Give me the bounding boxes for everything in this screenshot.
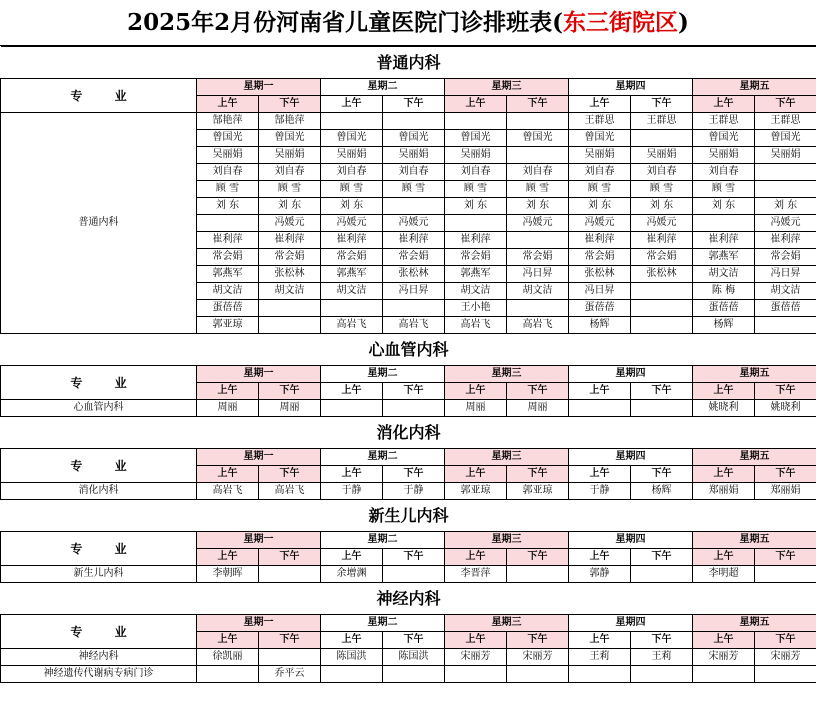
doctor-cell: 王群思 [693,113,755,130]
day-header: 星期三 [445,532,569,549]
pm-header: 下午 [507,383,569,400]
day-header: 星期四 [569,79,693,96]
day-header-row [1,449,816,466]
day-header: 星期三 [445,615,569,632]
pm-header: 下午 [507,549,569,566]
doctor-cell: 周丽 [259,400,321,417]
doctor-cell [569,400,631,417]
day-header-row [1,79,816,96]
am-header: 上午 [445,549,507,566]
doctor-cell: 常会娟 [755,249,816,266]
am-header: 上午 [197,383,259,400]
doctor-cell: 吴丽娟 [321,147,383,164]
pm-header: 下午 [259,383,321,400]
title-main: 2025年2月份河南省儿童医院门诊排班表( [127,9,563,36]
doctor-cell [445,113,507,130]
dept-cell: 神经遗传代谢病专病门诊 [1,666,197,683]
doctor-cell: 胡文洁 [507,283,569,300]
section-title: 心血管内科 [1,334,816,366]
doctor-cell [445,215,507,232]
doctor-cell: 冯日昇 [383,283,445,300]
am-header: 上午 [321,96,383,113]
doctor-cell: 冯日昇 [755,266,816,283]
doctor-cell: 张松林 [631,266,693,283]
doctor-cell: 胡文洁 [755,283,816,300]
doctor-cell: 高岩飞 [197,483,259,500]
am-header: 上午 [693,96,755,113]
doctor-cell: 胡文洁 [445,283,507,300]
doctor-cell [383,300,445,317]
day-header: 星期二 [321,449,445,466]
section-title-row [1,500,816,532]
doctor-cell: 常会娟 [569,249,631,266]
am-header: 上午 [321,549,383,566]
doctor-cell [383,666,445,683]
pm-header: 下午 [383,549,445,566]
day-header: 星期一 [197,615,321,632]
doctor-cell: 顾 雪 [445,181,507,198]
doctor-cell: 刘自春 [321,164,383,181]
doctor-cell: 杨辉 [631,483,693,500]
doctor-cell [631,666,693,683]
pm-header: 下午 [259,96,321,113]
doctor-cell: 刘 东 [631,198,693,215]
doctor-cell: 常会娟 [507,249,569,266]
title-close: ) [678,9,689,36]
day-header: 星期四 [569,449,693,466]
doctor-cell: 吴丽娟 [569,147,631,164]
table-row [1,566,816,583]
specialty-header: 专 业 [1,449,197,483]
doctor-cell: 蛋蓓蓓 [693,300,755,317]
doctor-cell [507,232,569,249]
doctor-cell: 郭亚琼 [445,483,507,500]
doctor-cell: 陈 梅 [693,283,755,300]
specialty-header: 专 业 [1,615,197,649]
am-header: 上午 [693,383,755,400]
doctor-cell: 吴丽娟 [383,147,445,164]
doctor-cell: 崔利萍 [755,232,816,249]
doctor-cell: 崔利萍 [383,232,445,249]
pm-header: 下午 [631,632,693,649]
pm-header: 下午 [507,96,569,113]
doctor-cell: 于静 [569,483,631,500]
pm-header: 下午 [755,466,816,483]
doctor-cell [259,649,321,666]
doctor-cell: 顾 雪 [259,181,321,198]
am-header: 上午 [569,466,631,483]
dept-cell: 新生儿内科 [1,566,197,583]
day-header: 星期五 [693,366,816,383]
doctor-cell: 李朝晖 [197,566,259,583]
pm-header: 下午 [507,632,569,649]
doctor-cell: 高岩飞 [259,483,321,500]
doctor-cell: 郜艳萍 [259,113,321,130]
doctor-cell: 常会娟 [321,249,383,266]
specialty-header: 专 业 [1,366,197,400]
doctor-cell: 杨辉 [693,317,755,334]
doctor-cell: 刘自春 [383,164,445,181]
day-header: 星期四 [569,532,693,549]
day-header: 星期三 [445,366,569,383]
doctor-cell: 陈国洪 [321,649,383,666]
doctor-cell: 冯媛元 [321,215,383,232]
doctor-cell [755,181,816,198]
doctor-cell: 顾 雪 [693,181,755,198]
doctor-cell: 顾 雪 [383,181,445,198]
doctor-cell [321,400,383,417]
doctor-cell: 高岩飞 [383,317,445,334]
am-header: 上午 [321,383,383,400]
day-header: 星期五 [693,449,816,466]
day-header: 星期二 [321,615,445,632]
doctor-cell: 崔利萍 [631,232,693,249]
doctor-cell: 顾 雪 [569,181,631,198]
doctor-cell: 高岩飞 [321,317,383,334]
doctor-cell: 宋丽芳 [755,649,816,666]
doctor-cell: 王群思 [631,113,693,130]
day-header-row [1,615,816,632]
doctor-cell: 崔利萍 [445,232,507,249]
table-row [1,666,816,683]
doctor-cell [383,400,445,417]
doctor-cell: 刘 东 [693,198,755,215]
doctor-cell: 宋丽芳 [693,649,755,666]
doctor-cell [693,215,755,232]
doctor-cell: 崔利萍 [321,232,383,249]
doctor-cell [321,666,383,683]
doctor-cell: 余增渊 [321,566,383,583]
doctor-cell [197,215,259,232]
doctor-cell: 高岩飞 [507,317,569,334]
doctor-cell: 常会娟 [383,249,445,266]
doctor-cell [507,666,569,683]
doctor-cell [383,198,445,215]
doctor-cell: 李明超 [693,566,755,583]
doctor-cell [755,566,816,583]
am-header: 上午 [445,466,507,483]
doctor-cell [507,566,569,583]
doctor-cell: 胡文洁 [259,283,321,300]
doctor-cell [321,300,383,317]
doctor-cell: 刘自春 [445,164,507,181]
doctor-cell: 于静 [321,483,383,500]
am-header: 上午 [569,383,631,400]
am-header: 上午 [569,549,631,566]
day-header: 星期四 [569,366,693,383]
doctor-cell: 崔利萍 [693,232,755,249]
doctor-cell: 冯媛元 [383,215,445,232]
doctor-cell: 曾国光 [507,130,569,147]
doctor-cell: 曾国光 [383,130,445,147]
doctor-cell: 周丽 [507,400,569,417]
doctor-cell [507,147,569,164]
doctor-cell: 李晋萍 [445,566,507,583]
pm-header: 下午 [631,466,693,483]
am-header: 上午 [693,632,755,649]
doctor-cell: 刘 东 [569,198,631,215]
pm-header: 下午 [631,383,693,400]
doctor-cell: 刘自春 [569,164,631,181]
pm-header: 下午 [755,383,816,400]
day-header: 星期五 [693,615,816,632]
doctor-cell: 郭燕军 [445,266,507,283]
doctor-cell: 冯日昇 [569,283,631,300]
section-title: 新生儿内科 [1,500,816,532]
doctor-cell: 郑丽娟 [755,483,816,500]
am-header: 上午 [445,383,507,400]
doctor-cell [569,666,631,683]
doctor-cell [507,113,569,130]
pm-header: 下午 [631,549,693,566]
pm-header: 下午 [259,632,321,649]
doctor-cell: 周丽 [197,400,259,417]
specialty-header: 专 业 [1,532,197,566]
doctor-cell: 王群思 [569,113,631,130]
doctor-cell: 郭静 [569,566,631,583]
section-title: 普通内科 [1,47,816,79]
am-header: 上午 [445,96,507,113]
am-header: 上午 [445,632,507,649]
doctor-cell: 于静 [383,483,445,500]
pm-header: 下午 [383,96,445,113]
table-row [1,649,816,666]
pm-header: 下午 [259,549,321,566]
doctor-cell: 王莉 [631,649,693,666]
doctor-cell: 刘 东 [197,198,259,215]
day-header: 星期五 [693,532,816,549]
am-header: 上午 [197,632,259,649]
section-title: 神经内科 [1,583,816,615]
doctor-cell: 吴丽娟 [445,147,507,164]
doctor-cell: 常会娟 [259,249,321,266]
doctor-cell [259,566,321,583]
doctor-cell: 冯日昇 [507,266,569,283]
doctor-cell: 郭亚琼 [507,483,569,500]
doctor-cell: 曾国光 [755,130,816,147]
dept-cell: 心血管内科 [1,400,197,417]
doctor-cell [631,300,693,317]
table-row [1,483,816,500]
section-title-row [1,583,816,615]
am-header: 上午 [569,632,631,649]
doctor-cell: 郭燕军 [197,266,259,283]
doctor-cell: 刘 东 [507,198,569,215]
day-header-row [1,532,816,549]
section-title-row [1,334,816,366]
doctor-cell [755,164,816,181]
day-header: 星期三 [445,449,569,466]
doctor-cell: 曾国光 [259,130,321,147]
doctor-cell [631,566,693,583]
dept-cell: 普通内科 [1,113,197,334]
doctor-cell: 曾国光 [569,130,631,147]
doctor-cell: 宋丽芳 [445,649,507,666]
pm-header: 下午 [755,632,816,649]
doctor-cell: 郭亚琼 [197,317,259,334]
am-header: 上午 [569,96,631,113]
doctor-cell: 吴丽娟 [693,147,755,164]
doctor-cell: 冯媛元 [569,215,631,232]
doctor-cell [693,666,755,683]
title-campus: 东三街院区 [563,9,678,36]
doctor-cell: 吴丽娟 [755,147,816,164]
day-header: 星期三 [445,79,569,96]
doctor-cell: 胡文洁 [693,266,755,283]
doctor-cell [631,283,693,300]
day-header-row [1,366,816,383]
doctor-cell [631,130,693,147]
doctor-cell: 刘自春 [631,164,693,181]
doctor-cell [383,113,445,130]
doctor-cell: 蛋蓓蓓 [197,300,259,317]
doctor-cell: 蛋蓓蓓 [755,300,816,317]
doctor-cell: 郭燕军 [321,266,383,283]
doctor-cell: 蛋蓓蓓 [569,300,631,317]
pm-header: 下午 [755,96,816,113]
doctor-cell: 顾 雪 [197,181,259,198]
pm-header: 下午 [259,466,321,483]
doctor-cell: 刘自春 [507,164,569,181]
doctor-cell: 常会娟 [197,249,259,266]
doctor-cell: 郑丽娟 [693,483,755,500]
doctor-cell [507,300,569,317]
table-row [1,400,816,417]
day-header: 星期一 [197,449,321,466]
am-header: 上午 [693,549,755,566]
doctor-cell: 乔平云 [259,666,321,683]
pm-header: 下午 [383,632,445,649]
doctor-cell: 吴丽娟 [259,147,321,164]
section-title-row [1,417,816,449]
doctor-cell: 顾 雪 [631,181,693,198]
doctor-cell: 胡文洁 [321,283,383,300]
doctor-cell: 陈国洪 [383,649,445,666]
doctor-cell: 郭燕军 [693,249,755,266]
doctor-cell: 冯媛元 [631,215,693,232]
doctor-cell: 徐凯丽 [197,649,259,666]
doctor-cell: 王小艳 [445,300,507,317]
doctor-cell: 常会娟 [445,249,507,266]
doctor-cell: 胡文洁 [197,283,259,300]
doctor-cell [631,317,693,334]
doctor-cell: 曾国光 [197,130,259,147]
doctor-cell: 崔利萍 [259,232,321,249]
schedule-table [0,46,816,683]
doctor-cell: 常会娟 [631,249,693,266]
doctor-cell: 顾 雪 [321,181,383,198]
am-header: 上午 [321,466,383,483]
doctor-cell: 张松林 [383,266,445,283]
doctor-cell: 刘自春 [197,164,259,181]
doctor-cell: 曾国光 [445,130,507,147]
day-header: 星期一 [197,532,321,549]
doctor-cell: 曾国光 [321,130,383,147]
doctor-cell: 王群思 [755,113,816,130]
am-header: 上午 [321,632,383,649]
doctor-cell: 刘自春 [259,164,321,181]
doctor-cell: 冯媛元 [259,215,321,232]
dept-cell: 神经内科 [1,649,197,666]
day-header: 星期一 [197,79,321,96]
doctor-cell [755,317,816,334]
doctor-cell [631,400,693,417]
pm-header: 下午 [383,466,445,483]
doctor-cell: 张松林 [259,266,321,283]
am-header: 上午 [693,466,755,483]
doctor-cell [445,666,507,683]
doctor-cell: 冯媛元 [755,215,816,232]
pm-header: 下午 [507,466,569,483]
doctor-cell: 崔利萍 [197,232,259,249]
am-header: 上午 [197,466,259,483]
doctor-cell: 刘 东 [445,198,507,215]
doctor-cell [259,317,321,334]
table-row [1,113,816,130]
pm-header: 下午 [755,549,816,566]
doctor-cell: 杨辉 [569,317,631,334]
doctor-cell: 冯媛元 [507,215,569,232]
day-header: 星期一 [197,366,321,383]
specialty-header: 专 业 [1,79,197,113]
am-header: 上午 [197,96,259,113]
day-header: 星期四 [569,615,693,632]
day-header: 星期二 [321,79,445,96]
doctor-cell: 王莉 [569,649,631,666]
doctor-cell: 刘 东 [259,198,321,215]
doctor-cell: 崔利萍 [569,232,631,249]
page-title [0,0,816,46]
day-header: 星期二 [321,366,445,383]
doctor-cell [383,566,445,583]
section-title-row [1,47,816,79]
doctor-cell: 吴丽娟 [631,147,693,164]
doctor-cell [755,666,816,683]
doctor-cell: 张松林 [569,266,631,283]
doctor-cell: 吴丽娟 [197,147,259,164]
doctor-cell: 姚晓利 [755,400,816,417]
pm-header: 下午 [383,383,445,400]
doctor-cell: 周丽 [445,400,507,417]
doctor-cell: 姚晓利 [693,400,755,417]
day-header: 星期二 [321,532,445,549]
doctor-cell: 高岩飞 [445,317,507,334]
doctor-cell [321,113,383,130]
dept-cell: 消化内科 [1,483,197,500]
doctor-cell: 顾 雪 [507,181,569,198]
doctor-cell: 曾国光 [693,130,755,147]
doctor-cell: 郜艳萍 [197,113,259,130]
doctor-cell: 刘自春 [693,164,755,181]
doctor-cell: 刘 东 [755,198,816,215]
doctor-cell [197,666,259,683]
am-header: 上午 [197,549,259,566]
doctor-cell: 宋丽芳 [507,649,569,666]
day-header: 星期五 [693,79,816,96]
doctor-cell: 刘 东 [321,198,383,215]
section-title: 消化内科 [1,417,816,449]
pm-header: 下午 [631,96,693,113]
doctor-cell [259,300,321,317]
